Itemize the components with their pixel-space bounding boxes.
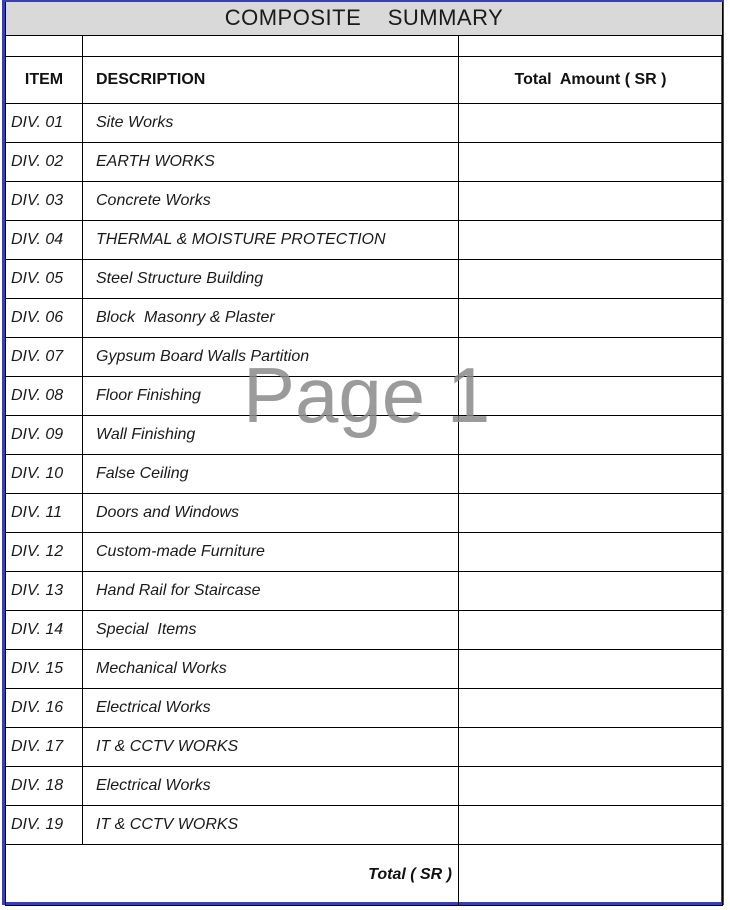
item-cell[interactable]: DIV. 18: [6, 766, 83, 805]
table-row: [6, 142, 723, 181]
table-row: [6, 376, 723, 415]
table-row: [6, 181, 723, 220]
table-row: [6, 766, 723, 805]
amount-cell[interactable]: [459, 181, 723, 220]
item-cell[interactable]: DIV. 05: [6, 259, 83, 298]
description-cell[interactable]: Wall Finishing: [83, 415, 459, 454]
item-cell[interactable]: DIV. 01: [6, 103, 83, 142]
description-cell[interactable]: Gypsum Board Walls Partition: [83, 337, 459, 376]
table-row: [6, 337, 723, 376]
description-cell[interactable]: Hand Rail for Staircase: [83, 571, 459, 610]
item-cell[interactable]: DIV. 14: [6, 610, 83, 649]
item-cell[interactable]: DIV. 10: [6, 454, 83, 493]
table-row: [6, 805, 723, 844]
amount-cell[interactable]: [459, 649, 723, 688]
table-row: [6, 220, 723, 259]
description-cell[interactable]: Mechanical Works: [83, 649, 459, 688]
table-row: [6, 727, 723, 766]
table-row: [6, 103, 723, 142]
item-cell[interactable]: DIV. 16: [6, 688, 83, 727]
amount-cell[interactable]: [459, 805, 723, 844]
amount-cell[interactable]: [459, 376, 723, 415]
description-cell[interactable]: Special Items: [83, 610, 459, 649]
item-cell[interactable]: DIV. 12: [6, 532, 83, 571]
table-row: [6, 688, 723, 727]
header-item[interactable]: ITEM: [6, 56, 83, 103]
amount-cell[interactable]: [459, 220, 723, 259]
table-row: [6, 610, 723, 649]
description-cell[interactable]: IT & CCTV WORKS: [83, 727, 459, 766]
item-cell[interactable]: DIV. 13: [6, 571, 83, 610]
amount-cell[interactable]: [459, 415, 723, 454]
description-cell[interactable]: False Ceiling: [83, 454, 459, 493]
amount-cell[interactable]: [459, 493, 723, 532]
description-cell[interactable]: Electrical Works: [83, 766, 459, 805]
spacer-cell[interactable]: [83, 35, 459, 56]
item-cell[interactable]: DIV. 19: [6, 805, 83, 844]
amount-cell[interactable]: [459, 454, 723, 493]
page-watermark: Page 1: [243, 351, 491, 439]
item-cell[interactable]: DIV. 03: [6, 181, 83, 220]
table-row: [6, 454, 723, 493]
total-label[interactable]: Total ( SR ): [6, 844, 459, 905]
item-cell[interactable]: DIV. 06: [6, 298, 83, 337]
header-total-amount[interactable]: Total Amount ( SR ): [459, 56, 723, 103]
item-cell[interactable]: DIV. 17: [6, 727, 83, 766]
title-row: [6, 1, 723, 35]
description-cell[interactable]: Electrical Works: [83, 688, 459, 727]
amount-cell[interactable]: [459, 688, 723, 727]
item-cell[interactable]: DIV. 11: [6, 493, 83, 532]
description-cell[interactable]: THERMAL & MOISTURE PROTECTION: [83, 220, 459, 259]
amount-cell[interactable]: [459, 727, 723, 766]
description-cell[interactable]: Floor Finishing: [83, 376, 459, 415]
table-row: [6, 493, 723, 532]
header-description[interactable]: DESCRIPTION: [83, 56, 459, 103]
table-row: [6, 298, 723, 337]
description-cell[interactable]: Concrete Works: [83, 181, 459, 220]
item-cell[interactable]: DIV. 04: [6, 220, 83, 259]
item-cell[interactable]: DIV. 08: [6, 376, 83, 415]
sheet-title[interactable]: COMPOSITE SUMMARY: [6, 1, 723, 35]
amount-cell[interactable]: [459, 142, 723, 181]
amount-cell[interactable]: [459, 298, 723, 337]
description-cell[interactable]: Doors and Windows: [83, 493, 459, 532]
composite-summary-table: [5, 0, 723, 906]
amount-cell[interactable]: [459, 103, 723, 142]
column-header-row: [6, 56, 723, 103]
amount-cell[interactable]: [459, 337, 723, 376]
table-row: [6, 415, 723, 454]
item-cell[interactable]: DIV. 07: [6, 337, 83, 376]
amount-cell[interactable]: [459, 571, 723, 610]
item-cell[interactable]: DIV. 15: [6, 649, 83, 688]
amount-cell[interactable]: [459, 610, 723, 649]
description-cell[interactable]: Site Works: [83, 103, 459, 142]
spacer-cell[interactable]: [459, 35, 723, 56]
spacer-cell[interactable]: [6, 35, 83, 56]
item-cell[interactable]: DIV. 02: [6, 142, 83, 181]
description-cell[interactable]: Block Masonry & Plaster: [83, 298, 459, 337]
total-amount-cell[interactable]: [459, 844, 723, 905]
spreadsheet-page: [2, 0, 724, 905]
table-row: [6, 571, 723, 610]
amount-cell[interactable]: [459, 532, 723, 571]
description-cell[interactable]: Steel Structure Building: [83, 259, 459, 298]
description-cell[interactable]: EARTH WORKS: [83, 142, 459, 181]
table-row: [6, 259, 723, 298]
description-cell[interactable]: IT & CCTV WORKS: [83, 805, 459, 844]
table-row: [6, 532, 723, 571]
total-row: [6, 844, 723, 905]
description-cell[interactable]: Custom-made Furniture: [83, 532, 459, 571]
item-cell[interactable]: DIV. 09: [6, 415, 83, 454]
amount-cell[interactable]: [459, 259, 723, 298]
spacer-row: [6, 35, 723, 56]
table-row: [6, 649, 723, 688]
amount-cell[interactable]: [459, 766, 723, 805]
